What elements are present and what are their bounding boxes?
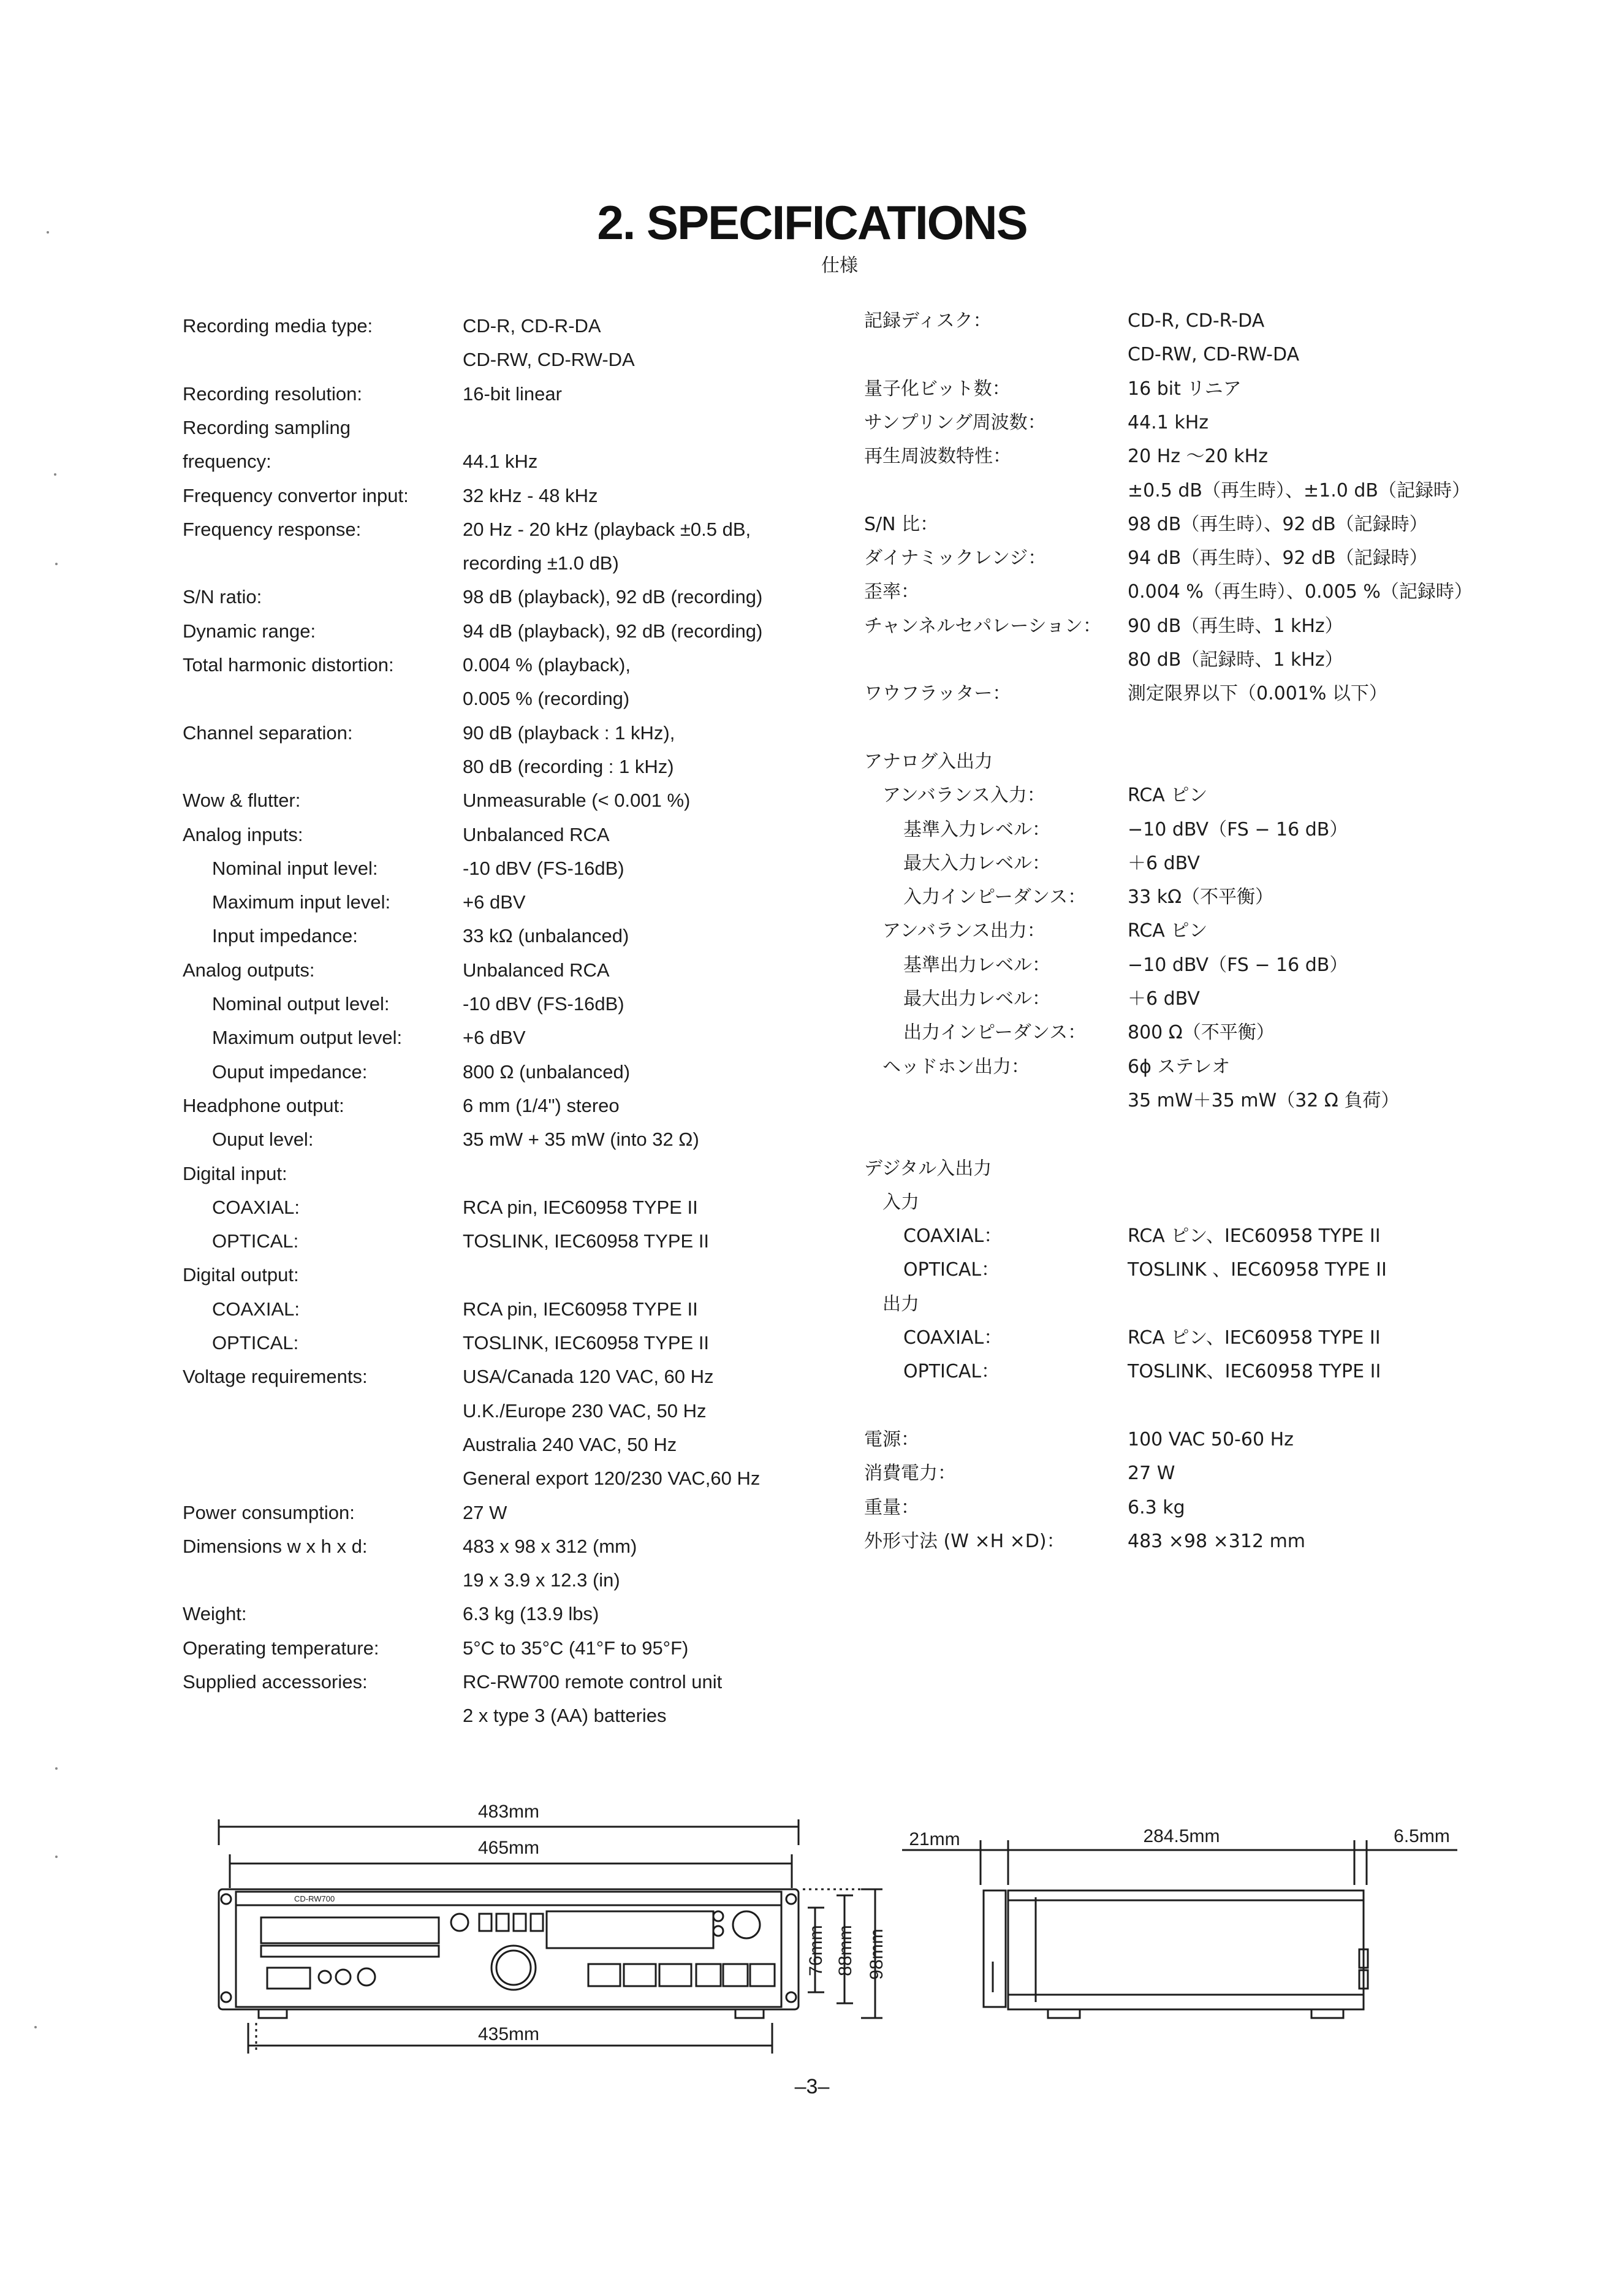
jp-spec-value: RCA ピン xyxy=(1128,785,1208,807)
spec-value: 2 x type 3 (AA) batteries xyxy=(463,1705,667,1727)
jp-spec-label: 最大出力レベル： xyxy=(903,988,1050,1010)
spec-value: 27 W xyxy=(463,1501,507,1523)
spec-label: Wow & flutter: xyxy=(183,790,301,812)
spec-label: Input impedance: xyxy=(212,925,358,947)
spec-label: OPTICAL: xyxy=(212,1230,299,1252)
jp-spec-value: ＋6 dBV xyxy=(1128,852,1200,874)
spec-value: +6 dBV xyxy=(463,1027,526,1049)
spec-label: Dimensions w x h x d: xyxy=(183,1535,368,1557)
jp-spec-label: サンプリング周波数： xyxy=(864,411,1046,433)
jp-spec-label: 電源： xyxy=(864,1428,919,1450)
jp-spec-label: S/N 比： xyxy=(864,513,939,535)
dim-435: 435mm xyxy=(477,2024,540,2044)
jp-spec-value: 35 mW＋35 mW（32 Ω 負荷） xyxy=(1128,1089,1400,1111)
jp-spec-value: RCA ピン xyxy=(1128,920,1208,942)
jp-spec-label: 重量： xyxy=(864,1496,919,1518)
jp-spec-label: OPTICAL： xyxy=(903,1259,1000,1281)
spec-label: Supplied accessories: xyxy=(183,1671,368,1692)
spec-label: Nominal output level: xyxy=(212,993,390,1015)
dim-88: 88mm xyxy=(835,1925,856,1976)
jp-spec-value: 27 W xyxy=(1128,1463,1175,1485)
jp-spec-label: デジタル入出力 xyxy=(864,1157,992,1179)
jp-spec-value: CD-R, CD-R-DA xyxy=(1128,310,1265,332)
jp-spec-value: RCA ピン、IEC60958 TYPE II xyxy=(1128,1327,1381,1349)
spec-value: 0.005 % (recording) xyxy=(463,688,630,710)
dim-21: 21mm xyxy=(909,1829,960,1849)
dim-98: 98mm xyxy=(867,1928,887,1980)
spec-value: RC-RW700 remote control unit xyxy=(463,1671,723,1692)
page-number: –3– xyxy=(794,2075,830,2098)
spec-label: Weight: xyxy=(183,1603,247,1625)
spec-value: Unbalanced RCA xyxy=(463,959,610,981)
spec-value: TOSLINK, IEC60958 TYPE II xyxy=(463,1230,710,1252)
scan-speck xyxy=(54,473,56,476)
jp-spec-value: 800 Ω（不平衡） xyxy=(1128,1022,1275,1044)
jp-spec-value: −10 dBV（FS − 16 dB） xyxy=(1128,818,1348,840)
spec-label: Maximum output level: xyxy=(212,1027,403,1049)
dim-465: 465mm xyxy=(477,1838,540,1858)
spec-value: 19 x 3.9 x 12.3 (in) xyxy=(463,1569,620,1591)
jp-spec-value: 6ϕ ステレオ xyxy=(1128,1056,1231,1078)
spec-label: Nominal input level: xyxy=(212,857,378,879)
jp-spec-value: CD-RW, CD-RW-DA xyxy=(1128,344,1300,366)
jp-spec-label: 出力 xyxy=(882,1293,919,1315)
jp-spec-label: 外形寸法 (W ×H ×D)： xyxy=(864,1530,1065,1552)
jp-spec-label: アンバランス入力： xyxy=(882,785,1045,807)
spec-value: recording ±1.0 dB) xyxy=(463,552,619,574)
spec-value: 35 mW + 35 mW (into 32 Ω) xyxy=(463,1129,699,1151)
spec-value: 98 dB (playback), 92 dB (recording) xyxy=(463,586,763,608)
jp-spec-value: 0.004 %（再生時）、0.005 %（記録時） xyxy=(1128,581,1473,603)
jp-spec-value: 90 dB（再生時、1 kHz） xyxy=(1128,615,1343,637)
jp-spec-label: COAXIAL： xyxy=(903,1327,1003,1349)
spec-label: Channel separation: xyxy=(183,721,353,744)
jp-spec-label: 記録ディスク： xyxy=(864,310,992,332)
jp-spec-label: 最大入力レベル： xyxy=(903,852,1050,874)
jp-spec-label: アナログ入出力 xyxy=(864,750,993,772)
jp-spec-value: RCA ピン、IEC60958 TYPE II xyxy=(1128,1225,1381,1247)
jp-spec-value: 80 dB（記録時、1 kHz） xyxy=(1128,649,1343,671)
jp-spec-value: 6.3 kg xyxy=(1128,1496,1185,1518)
spec-label: Ouput level: xyxy=(212,1129,314,1151)
jp-spec-value: 100 VAC 50-60 Hz xyxy=(1128,1428,1294,1450)
spec-value: RCA pin, IEC60958 TYPE II xyxy=(463,1196,698,1218)
spec-label: Recording sampling xyxy=(183,416,351,438)
spec-value: 6 mm (1/4") stereo xyxy=(463,1094,620,1116)
spec-value: 94 dB (playback), 92 dB (recording) xyxy=(463,620,763,642)
spec-label: Power consumption: xyxy=(183,1501,355,1523)
spec-label: Digital input: xyxy=(183,1162,287,1184)
spec-label: Analog inputs: xyxy=(183,823,303,845)
spec-value: 90 dB (playback : 1 kHz), xyxy=(463,721,675,744)
jp-spec-value: 20 Hz ～20 kHz xyxy=(1128,446,1268,468)
jp-spec-label: 出力インピーダンス： xyxy=(903,1022,1087,1044)
spec-value: -10 dBV (FS-16dB) xyxy=(463,857,624,879)
jp-spec-value: 98 dB（再生時）、92 dB（記録時） xyxy=(1128,513,1428,535)
jp-spec-value: 33 kΩ（不平衡） xyxy=(1128,886,1274,908)
spec-label: COAXIAL: xyxy=(212,1196,300,1218)
spec-label: Recording resolution: xyxy=(183,383,362,405)
jp-spec-value: ＋6 dBV xyxy=(1128,988,1200,1010)
spec-value: General export 120/230 VAC,60 Hz xyxy=(463,1468,761,1490)
spec-value: 800 Ω (unbalanced) xyxy=(463,1060,631,1083)
spec-value: USA/Canada 120 VAC, 60 Hz xyxy=(463,1366,714,1388)
dim-483: 483mm xyxy=(477,1802,540,1822)
spec-label: Analog outputs: xyxy=(183,959,315,981)
dim-284-5: 284.5mm xyxy=(1143,1826,1220,1846)
spec-label: Dynamic range: xyxy=(183,620,316,642)
spec-value: 0.004 % (playback), xyxy=(463,654,631,676)
jp-spec-label: 基準入力レベル： xyxy=(903,818,1050,840)
spec-label: COAXIAL: xyxy=(212,1298,300,1320)
spec-value: 32 kHz - 48 kHz xyxy=(463,484,598,506)
spec-label: Total harmonic distortion: xyxy=(183,654,394,676)
spec-label: S/N ratio: xyxy=(183,586,262,608)
jp-spec-value: TOSLINK 、IEC60958 TYPE II xyxy=(1128,1259,1387,1281)
spec-value: 6.3 kg (13.9 lbs) xyxy=(463,1603,599,1625)
spec-label: Digital output: xyxy=(183,1264,299,1286)
jp-spec-value: 測定限界以下（0.001% 以下） xyxy=(1128,683,1387,705)
jp-spec-label: 歪率： xyxy=(864,581,919,603)
spec-value: -10 dBV (FS-16dB) xyxy=(463,993,624,1015)
spec-value: U.K./Europe 230 VAC, 50 Hz xyxy=(463,1399,707,1422)
scan-speck xyxy=(47,231,49,234)
spec-value: Australia 240 VAC, 50 Hz xyxy=(463,1433,677,1455)
jp-spec-value: ±0.5 dB（再生時）、±1.0 dB（記録時） xyxy=(1128,479,1471,501)
page-title: 2. SPECIFICATIONS xyxy=(597,196,1027,249)
spec-label: Ouput impedance: xyxy=(212,1060,368,1083)
spec-label: frequency: xyxy=(183,451,271,473)
scan-speck xyxy=(55,1856,58,1858)
spec-label: Recording media type: xyxy=(183,315,373,337)
spec-label: OPTICAL: xyxy=(212,1332,299,1353)
spec-label: Headphone output: xyxy=(183,1094,344,1116)
spec-value: 80 dB (recording : 1 kHz) xyxy=(463,755,674,777)
jp-spec-label: COAXIAL： xyxy=(903,1225,1003,1247)
spec-label: Operating temperature: xyxy=(183,1637,379,1659)
spec-value: 483 x 98 x 312 (mm) xyxy=(463,1535,637,1557)
jp-spec-value: 16 bit リニア xyxy=(1128,378,1242,400)
spec-value: 44.1 kHz xyxy=(463,451,538,473)
jp-spec-value: −10 dBV（FS − 16 dB） xyxy=(1128,954,1348,976)
jp-spec-label: OPTICAL： xyxy=(903,1361,1000,1383)
spec-value: TOSLINK, IEC60958 TYPE II xyxy=(463,1332,710,1353)
jp-spec-label: 入力 xyxy=(882,1191,919,1213)
spec-value: 33 kΩ (unbalanced) xyxy=(463,925,629,947)
jp-spec-label: ダイナミックレンジ： xyxy=(864,547,1047,569)
spec-value: Unmeasurable (< 0.001 %) xyxy=(463,790,691,812)
scan-speck xyxy=(34,2026,37,2028)
spec-label: Voltage requirements: xyxy=(183,1366,368,1388)
jp-spec-value: 44.1 kHz xyxy=(1128,411,1209,433)
jp-spec-value: 483 ×98 ×312 mm xyxy=(1128,1530,1306,1552)
jp-spec-label: 入力インピーダンス： xyxy=(903,886,1087,908)
jp-spec-label: ヘッドホン出力： xyxy=(882,1056,1030,1078)
spec-value: CD-R, CD-R-DA xyxy=(463,315,601,337)
jp-spec-label: アンバランス出力： xyxy=(882,920,1045,942)
spec-value: RCA pin, IEC60958 TYPE II xyxy=(463,1298,698,1320)
spec-label: Maximum input level: xyxy=(212,891,391,913)
spec-value: 5°C to 35°C (41°F to 95°F) xyxy=(463,1637,689,1659)
scan-speck xyxy=(55,1767,58,1770)
jp-spec-label: 消費電力： xyxy=(864,1463,956,1485)
spec-label: Frequency convertor input: xyxy=(183,484,409,506)
spec-value: CD-RW, CD-RW-DA xyxy=(463,349,635,371)
jp-spec-label: ワウフラッター： xyxy=(864,683,1011,705)
scan-speck xyxy=(55,563,58,565)
spec-value: Unbalanced RCA xyxy=(463,823,610,845)
dim-76: 76mm xyxy=(806,1925,826,1976)
jp-spec-value: 94 dB（再生時）、92 dB（記録時） xyxy=(1128,547,1428,569)
spec-value: +6 dBV xyxy=(463,891,526,913)
page-subtitle: 仕様 xyxy=(821,255,858,276)
jp-spec-label: 再生周波数特性： xyxy=(864,446,1011,468)
jp-spec-label: チャンネルセパレーション： xyxy=(864,615,1101,637)
jp-spec-label: 量子化ビット数： xyxy=(864,378,1011,400)
spec-value: 16-bit linear xyxy=(463,383,562,405)
jp-spec-value: TOSLINK、IEC60958 TYPE II xyxy=(1128,1361,1381,1383)
jp-spec-label: 基準出力レベル： xyxy=(903,954,1050,976)
brand-label: CD-RW700 xyxy=(294,1894,335,1903)
dim-6-5: 6.5mm xyxy=(1394,1826,1450,1846)
spec-label: Frequency response: xyxy=(183,518,362,540)
spec-value: 20 Hz - 20 kHz (playback ±0.5 dB, xyxy=(463,518,751,540)
